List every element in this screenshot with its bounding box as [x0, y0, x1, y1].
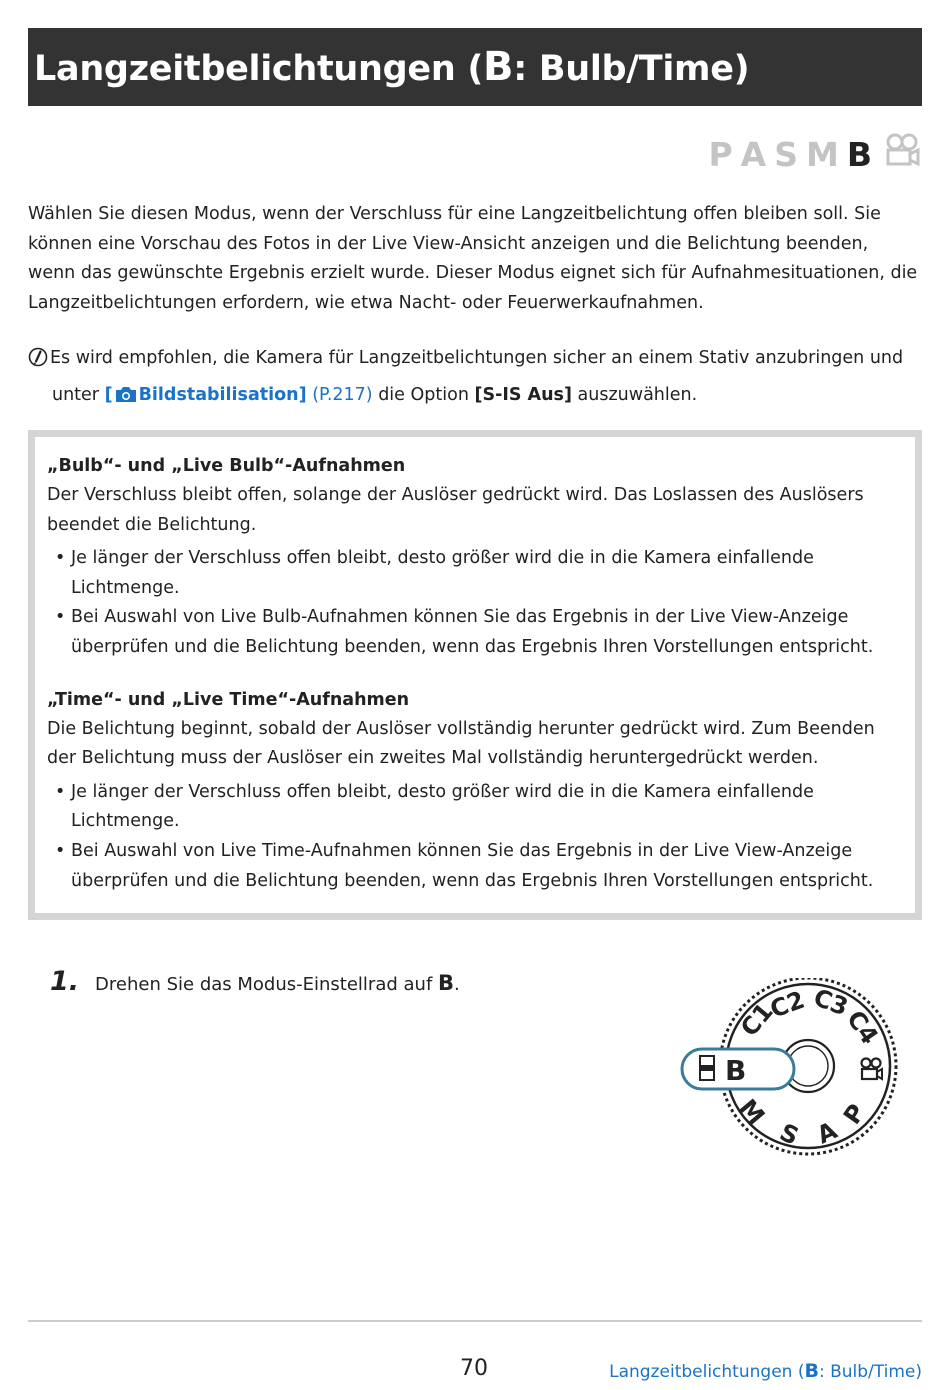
mode-s: S	[774, 134, 798, 174]
time-section	[47, 685, 903, 897]
footer-title-prefix: Langzeitbelichtungen (	[609, 1362, 805, 1382]
step-text-main: Drehen Sie das Modus-Einstellrad auf	[95, 974, 438, 995]
bulb-heading: „Bulb“- und „Live Bulb“-Aufnahmen	[47, 456, 406, 476]
dial-label-c2: C2	[766, 985, 809, 1024]
page-title	[34, 44, 749, 90]
dial-label-a: A	[812, 1116, 842, 1150]
dial-label-b: B	[725, 1054, 747, 1087]
movie-camera-icon	[884, 133, 920, 175]
footer-section-link[interactable]	[609, 1360, 922, 1382]
time-text: Die Belichtung beginnt, sobald der Auslöser vollständig herunter gedrückt wird. Zum Beenden der Belichtung muss der Auslöser ein zweites Mal vollständig heruntergedrückt werden.	[47, 718, 875, 769]
page-number: 70	[460, 1356, 488, 1381]
intro-paragraph: Wählen Sie diesen Modus, wenn der Verschluss für eine Langzeitbelichtung offen bleiben soll. Sie können eine Vorschau des Fotos in der Live View-Ansicht anzeigen und die Belichtung beenden, wenn das gewünschte Ergebnis erzielt wurde. Dieser Modus eignet sich für Aufnahmesituationen, die Langzeitbelichtungen erfordern, wie etwa Nacht- oder Feuerwerkaufnahmen.	[28, 204, 918, 313]
dial-label-c3: C3	[809, 983, 852, 1022]
step-1	[50, 966, 460, 997]
link-bracket: [	[104, 385, 113, 405]
mode-indicator	[708, 134, 920, 174]
footer-title-suffix: : Bulb/Time)	[818, 1362, 922, 1382]
page-title-bar	[28, 28, 922, 106]
footer-title-b: B	[804, 1360, 819, 1382]
title-prefix: Langzeitbelichtungen (	[34, 49, 484, 89]
link-label: Bildstabilisation]	[138, 385, 307, 405]
page-reference-link[interactable]: (P.217)	[306, 385, 373, 405]
list-item: • Je länger der Verschluss offen bleibt, desto größer wird die in die Kamera einfallende Lichtmenge.	[47, 544, 903, 603]
hint-note	[28, 342, 918, 415]
bulb-bullets	[47, 544, 903, 662]
bildstabilisation-link[interactable]	[105, 385, 307, 405]
hint-middle: die Option	[372, 385, 475, 405]
footer-divider	[28, 1320, 922, 1322]
time-heading: „Time“- und „Live Time“-Aufnahmen	[47, 689, 410, 710]
list-item: • Je länger der Verschluss offen bleibt, desto größer wird die in die Kamera einfallende Lichtmenge.	[47, 778, 903, 837]
step-text-end: .	[454, 974, 460, 995]
mode-b-active: B	[846, 134, 872, 174]
dial-label-c1: C1	[735, 997, 779, 1042]
step-mode-b: B	[438, 971, 455, 995]
mode-p: P	[708, 134, 733, 174]
mode-a: A	[740, 134, 767, 174]
step-number: 1.	[50, 966, 80, 997]
dial-label-c4: C4	[841, 1005, 884, 1050]
option-s-is-aus: [S-IS Aus]	[474, 385, 572, 405]
title-mode-b: B	[483, 44, 514, 90]
time-bullets	[47, 778, 903, 896]
bulb-section	[47, 451, 903, 663]
hint-line2-prefix: unter	[52, 385, 105, 405]
bulb-text: Der Verschluss bleibt offen, solange der Auslöser gedrückt wird. Das Loslassen des Auslösers beendet die Belichtung.	[47, 485, 864, 535]
hint-line-1: Es wird empfohlen, die Kamera für Langzeitbelichtungen sicher an einem Stativ anzubringen und	[50, 348, 904, 368]
camera-icon	[115, 382, 137, 415]
list-item: • Bei Auswahl von Live Bulb-Aufnahmen können Sie das Ergebnis in der Live View-Anzeige überprüfen und die Belichtung beenden, wenn das Ergebnis Ihren Vorstellungen entspricht.	[47, 603, 903, 662]
mode-dial-illustration	[676, 978, 906, 1168]
hint-icon	[28, 346, 48, 379]
dial-label-m: M	[733, 1093, 771, 1131]
hint-suffix: auszuwählen.	[571, 385, 698, 405]
step-text	[95, 971, 460, 995]
mode-dial-icon	[676, 978, 906, 1168]
mode-m: M	[806, 134, 839, 174]
dial-label-p: P	[837, 1098, 872, 1130]
title-suffix: : Bulb/Time)	[513, 49, 750, 89]
info-box	[28, 430, 922, 920]
dial-label-s: S	[775, 1118, 803, 1151]
list-item: • Bei Auswahl von Live Time-Aufnahmen können Sie das Ergebnis in der Live View-Anzeige überprüfen und die Belichtung beenden, wenn das Ergebnis Ihren Vorstellungen entspricht.	[47, 837, 903, 896]
